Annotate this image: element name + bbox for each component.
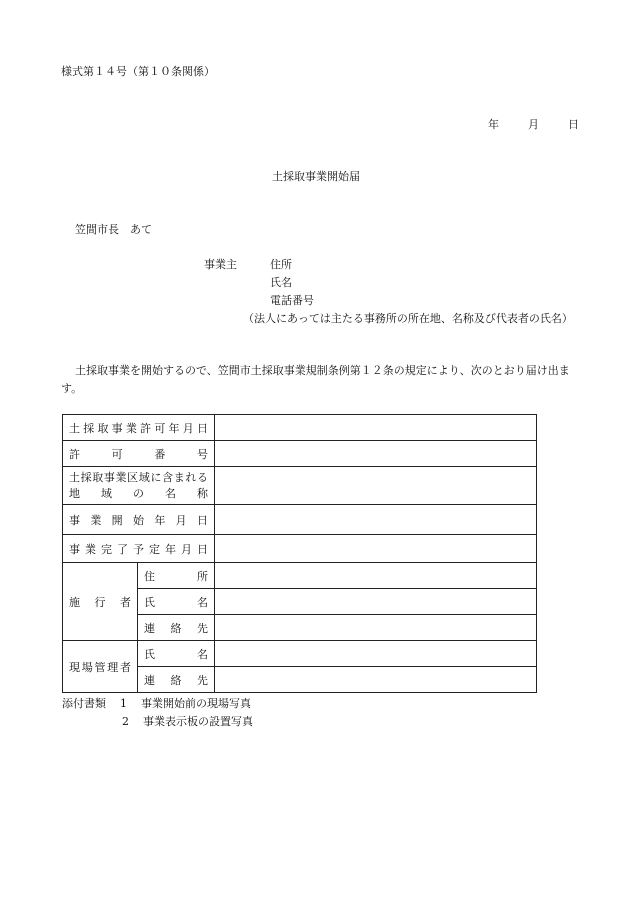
table-row xyxy=(63,535,537,563)
area-name-value[interactable] xyxy=(215,467,537,505)
attachment-1-text: 事業開始前の現場写真 xyxy=(141,697,251,710)
table-row xyxy=(63,563,537,589)
date-line xyxy=(488,119,579,130)
document-title: 土採取事業開始届 xyxy=(272,170,360,183)
table-row xyxy=(63,415,537,441)
row-label-start-date: 事業開始年月日 xyxy=(63,505,215,535)
table-row xyxy=(63,505,537,535)
date-year-label: 年 xyxy=(488,118,499,131)
applicant-phone-label: 電話番号 xyxy=(270,294,314,307)
row-label-planned-end-date: 事業完了予定年月日 xyxy=(63,535,215,563)
contractor-name-label: 氏名 xyxy=(138,589,215,615)
date-month-label: 月 xyxy=(528,118,539,131)
row-label-permit-date: 土採取事業許可年月日 xyxy=(63,415,215,441)
addressee: 笠間市長 あて xyxy=(75,223,152,236)
contractor-name-value[interactable] xyxy=(215,589,537,615)
contractor-contact-label: 連絡先 xyxy=(138,615,215,641)
row-label-contractor: 施行者 xyxy=(63,563,138,641)
attachment-item-2 xyxy=(122,716,253,727)
start-date-value[interactable] xyxy=(215,505,537,535)
form-number: 様式第１４号（第１０条関係） xyxy=(61,65,215,78)
attachment-1-number: 1 xyxy=(120,697,127,710)
row-label-permit-number: 許可番号 xyxy=(63,441,215,467)
attachments-label: 添付書類 xyxy=(62,697,106,710)
contractor-contact-value[interactable] xyxy=(215,615,537,641)
table-row xyxy=(63,467,537,505)
applicant-name-label: 氏名 xyxy=(270,276,292,289)
application-table xyxy=(62,414,537,693)
table-row xyxy=(63,441,537,467)
attachment-2-text: 事業表示板の設置写真 xyxy=(143,715,253,728)
attachment-2-number: 2 xyxy=(122,715,129,728)
attachment-item-1 xyxy=(62,698,251,709)
permit-date-value[interactable] xyxy=(215,415,537,441)
row-label-site-manager: 現場管理者 xyxy=(63,641,138,693)
body-text: 土採取事業を開始するので、笠間市土採取事業規制条例第１２条の規定により、次のとおり届け出ます。 xyxy=(61,364,570,395)
permit-number-value[interactable] xyxy=(215,441,537,467)
applicant-label: 事業主 xyxy=(204,258,237,271)
contractor-address-value[interactable] xyxy=(215,563,537,589)
table-row xyxy=(63,641,537,667)
site-manager-name-value[interactable] xyxy=(215,641,537,667)
planned-end-date-value[interactable] xyxy=(215,535,537,563)
site-manager-name-label: 氏名 xyxy=(138,641,215,667)
contractor-address-label: 住所 xyxy=(138,563,215,589)
row-label-area-name: 土採取事業区域に含まれる 地域の名称 xyxy=(63,467,215,505)
site-manager-contact-label: 連絡先 xyxy=(138,667,215,693)
date-day-label: 日 xyxy=(568,118,579,131)
site-manager-contact-value[interactable] xyxy=(215,667,537,693)
corporation-note: （法人にあっては主たる事務所の所在地、名称及び代表者の氏名） xyxy=(243,312,573,325)
applicant-address-label: 住所 xyxy=(270,258,292,271)
